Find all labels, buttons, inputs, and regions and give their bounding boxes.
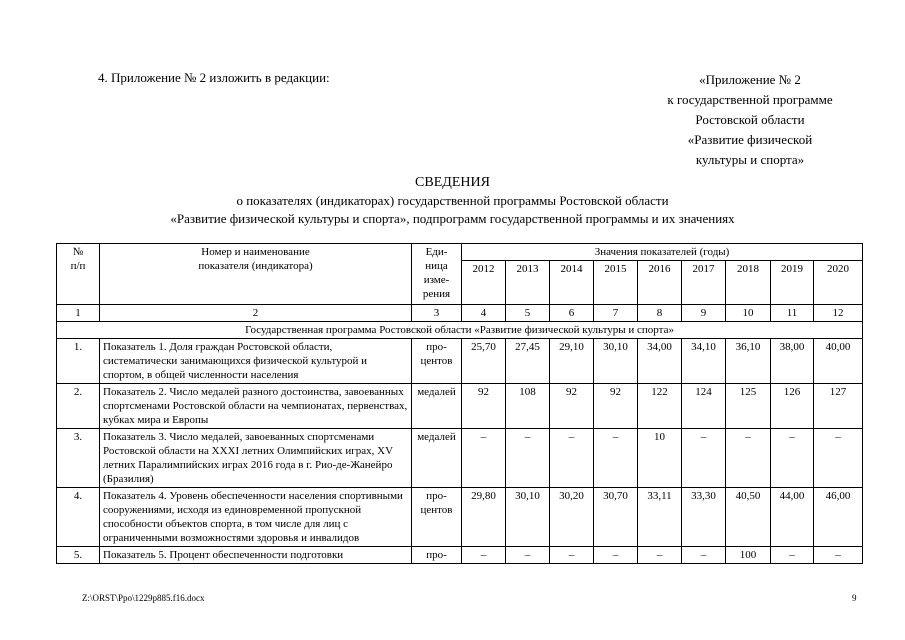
indicator-value: – [550,547,594,564]
indicator-value: 38,00 [771,339,814,384]
indicator-value: 122 [638,384,682,429]
heading-line-2: «Развитие физической культуры и спорта», подпрограмм государственной программы и их значениях [170,211,735,226]
indicator-value: 46,00 [814,488,863,547]
appendix-header [560,70,905,170]
indicator-value: – [550,429,594,488]
indicator-name: Показатель 3. Число медалей, завоеванных спортсменами Ростовской области на XXXI летних Олимпийских играх, XV летних Паралимпийских играх 2016 года в г. Рио-де-Жанейро (Бразилия) [100,429,412,488]
header-year: 2019 [771,261,814,305]
indicator-value: 34,10 [682,339,726,384]
intro-text: 4. Приложение № 2 изложить в редакции: [98,70,330,85]
header-year: 2017 [682,261,726,305]
indicator-value: 30,70 [594,488,638,547]
column-number: 1 [57,305,100,322]
indicator-value: 40,50 [726,488,771,547]
indicator-value: 92 [594,384,638,429]
column-number: 5 [506,305,550,322]
indicator-value: – [814,429,863,488]
appendix-line-4: «Развитие физической [687,132,813,147]
indicators-table [56,243,863,564]
indicator-unit: медалей [412,384,462,429]
footer-file-path: Z:\ORST\Ppo\1229p885.f16.docx [82,593,205,603]
indicator-value: – [771,547,814,564]
footer-page-number: 9 [852,593,857,603]
indicator-value: – [506,429,550,488]
appendix-line-5: культуры и спорта» [695,152,805,167]
indicator-value: – [814,547,863,564]
indicator-value: – [682,547,726,564]
indicator-value: 29,80 [462,488,506,547]
row-number: 3. [57,429,100,488]
indicator-value: 40,00 [814,339,863,384]
appendix-line-1: «Приложение № 2 [699,72,801,87]
header-no: № п/п [57,244,100,305]
indicator-value: – [594,429,638,488]
indicator-value: – [594,547,638,564]
heading-title: СВЕДЕНИЯ [415,175,490,190]
header-year: 2015 [594,261,638,305]
indicator-value: 125 [726,384,771,429]
indicator-value: 33,11 [638,488,682,547]
indicator-value: 10 [638,429,682,488]
column-number: 3 [412,305,462,322]
table-row [57,339,863,384]
indicator-value: – [771,429,814,488]
header-unit: Еди- ница изме- рения [412,244,462,305]
indicator-value: 92 [462,384,506,429]
appendix-line-3: Ростовской области [695,112,805,127]
table-row [57,488,863,547]
indicator-value: 27,45 [506,339,550,384]
header-year: 2016 [638,261,682,305]
indicator-value: – [462,429,506,488]
appendix-line-2: к государственной программе [667,92,833,107]
indicator-unit: медалей [412,429,462,488]
heading-line-1: о показателях (индикаторах) государственной программы Ростовской области [236,193,669,208]
row-number: 2. [57,384,100,429]
indicator-name: Показатель 4. Уровень обеспеченности населения спортивными сооружениями, исходя из единовременной пропускной способности объектов спорта, в том числе для лиц с ограниченными возможностями здоровья и инвалидов [100,488,412,547]
header-year: 2018 [726,261,771,305]
indicator-value: 30,20 [550,488,594,547]
indicator-value: 29,10 [550,339,594,384]
table-row [57,429,863,488]
column-number: 10 [726,305,771,322]
indicator-value: 108 [506,384,550,429]
row-number: 1. [57,339,100,384]
header-year: 2012 [462,261,506,305]
indicator-value: 36,10 [726,339,771,384]
column-number: 4 [462,305,506,322]
column-number: 6 [550,305,594,322]
header-year: 2013 [506,261,550,305]
program-row: Государственная программа Ростовской области «Развитие физической культуры и спорта» [57,322,863,339]
indicator-name: Показатель 2. Число медалей разного достоинства, завоеванных спортсменами Ростовской области на чемпионатах, первенствах, кубках мира и Европы [100,384,412,429]
indicator-value: – [638,547,682,564]
header-name: Номер и наименование показателя (индикатора) [100,244,412,305]
indicator-unit: про- центов [412,488,462,547]
column-number: 11 [771,305,814,322]
indicator-value: 33,30 [682,488,726,547]
row-number: 5. [57,547,100,564]
document-heading [0,174,905,228]
indicator-value: 44,00 [771,488,814,547]
indicator-value: – [682,429,726,488]
indicator-value: 127 [814,384,863,429]
indicator-value: 30,10 [506,488,550,547]
indicator-value: 100 [726,547,771,564]
column-number: 2 [100,305,412,322]
indicator-unit: про- центов [412,339,462,384]
indicator-unit: про- [412,547,462,564]
table-row [57,384,863,429]
header-year: 2014 [550,261,594,305]
table-row [57,547,863,564]
indicator-value: 25,70 [462,339,506,384]
indicator-value: 92 [550,384,594,429]
indicator-value: 124 [682,384,726,429]
indicator-value: – [506,547,550,564]
indicator-value: 126 [771,384,814,429]
row-number: 4. [57,488,100,547]
indicator-value: – [462,547,506,564]
header-year: 2020 [814,261,863,305]
column-number: 12 [814,305,863,322]
column-number: 7 [594,305,638,322]
indicator-value: – [726,429,771,488]
indicator-name: Показатель 5. Процент обеспеченности подготовки [100,547,412,564]
indicator-value: 30,10 [594,339,638,384]
indicator-value: 34,00 [638,339,682,384]
column-number: 8 [638,305,682,322]
column-number: 9 [682,305,726,322]
header-values: Значения показателей (годы) [462,244,863,261]
indicator-name: Показатель 1. Доля граждан Ростовской области, систематически занимающихся физической культурой и спортом, в общей численности населения [100,339,412,384]
